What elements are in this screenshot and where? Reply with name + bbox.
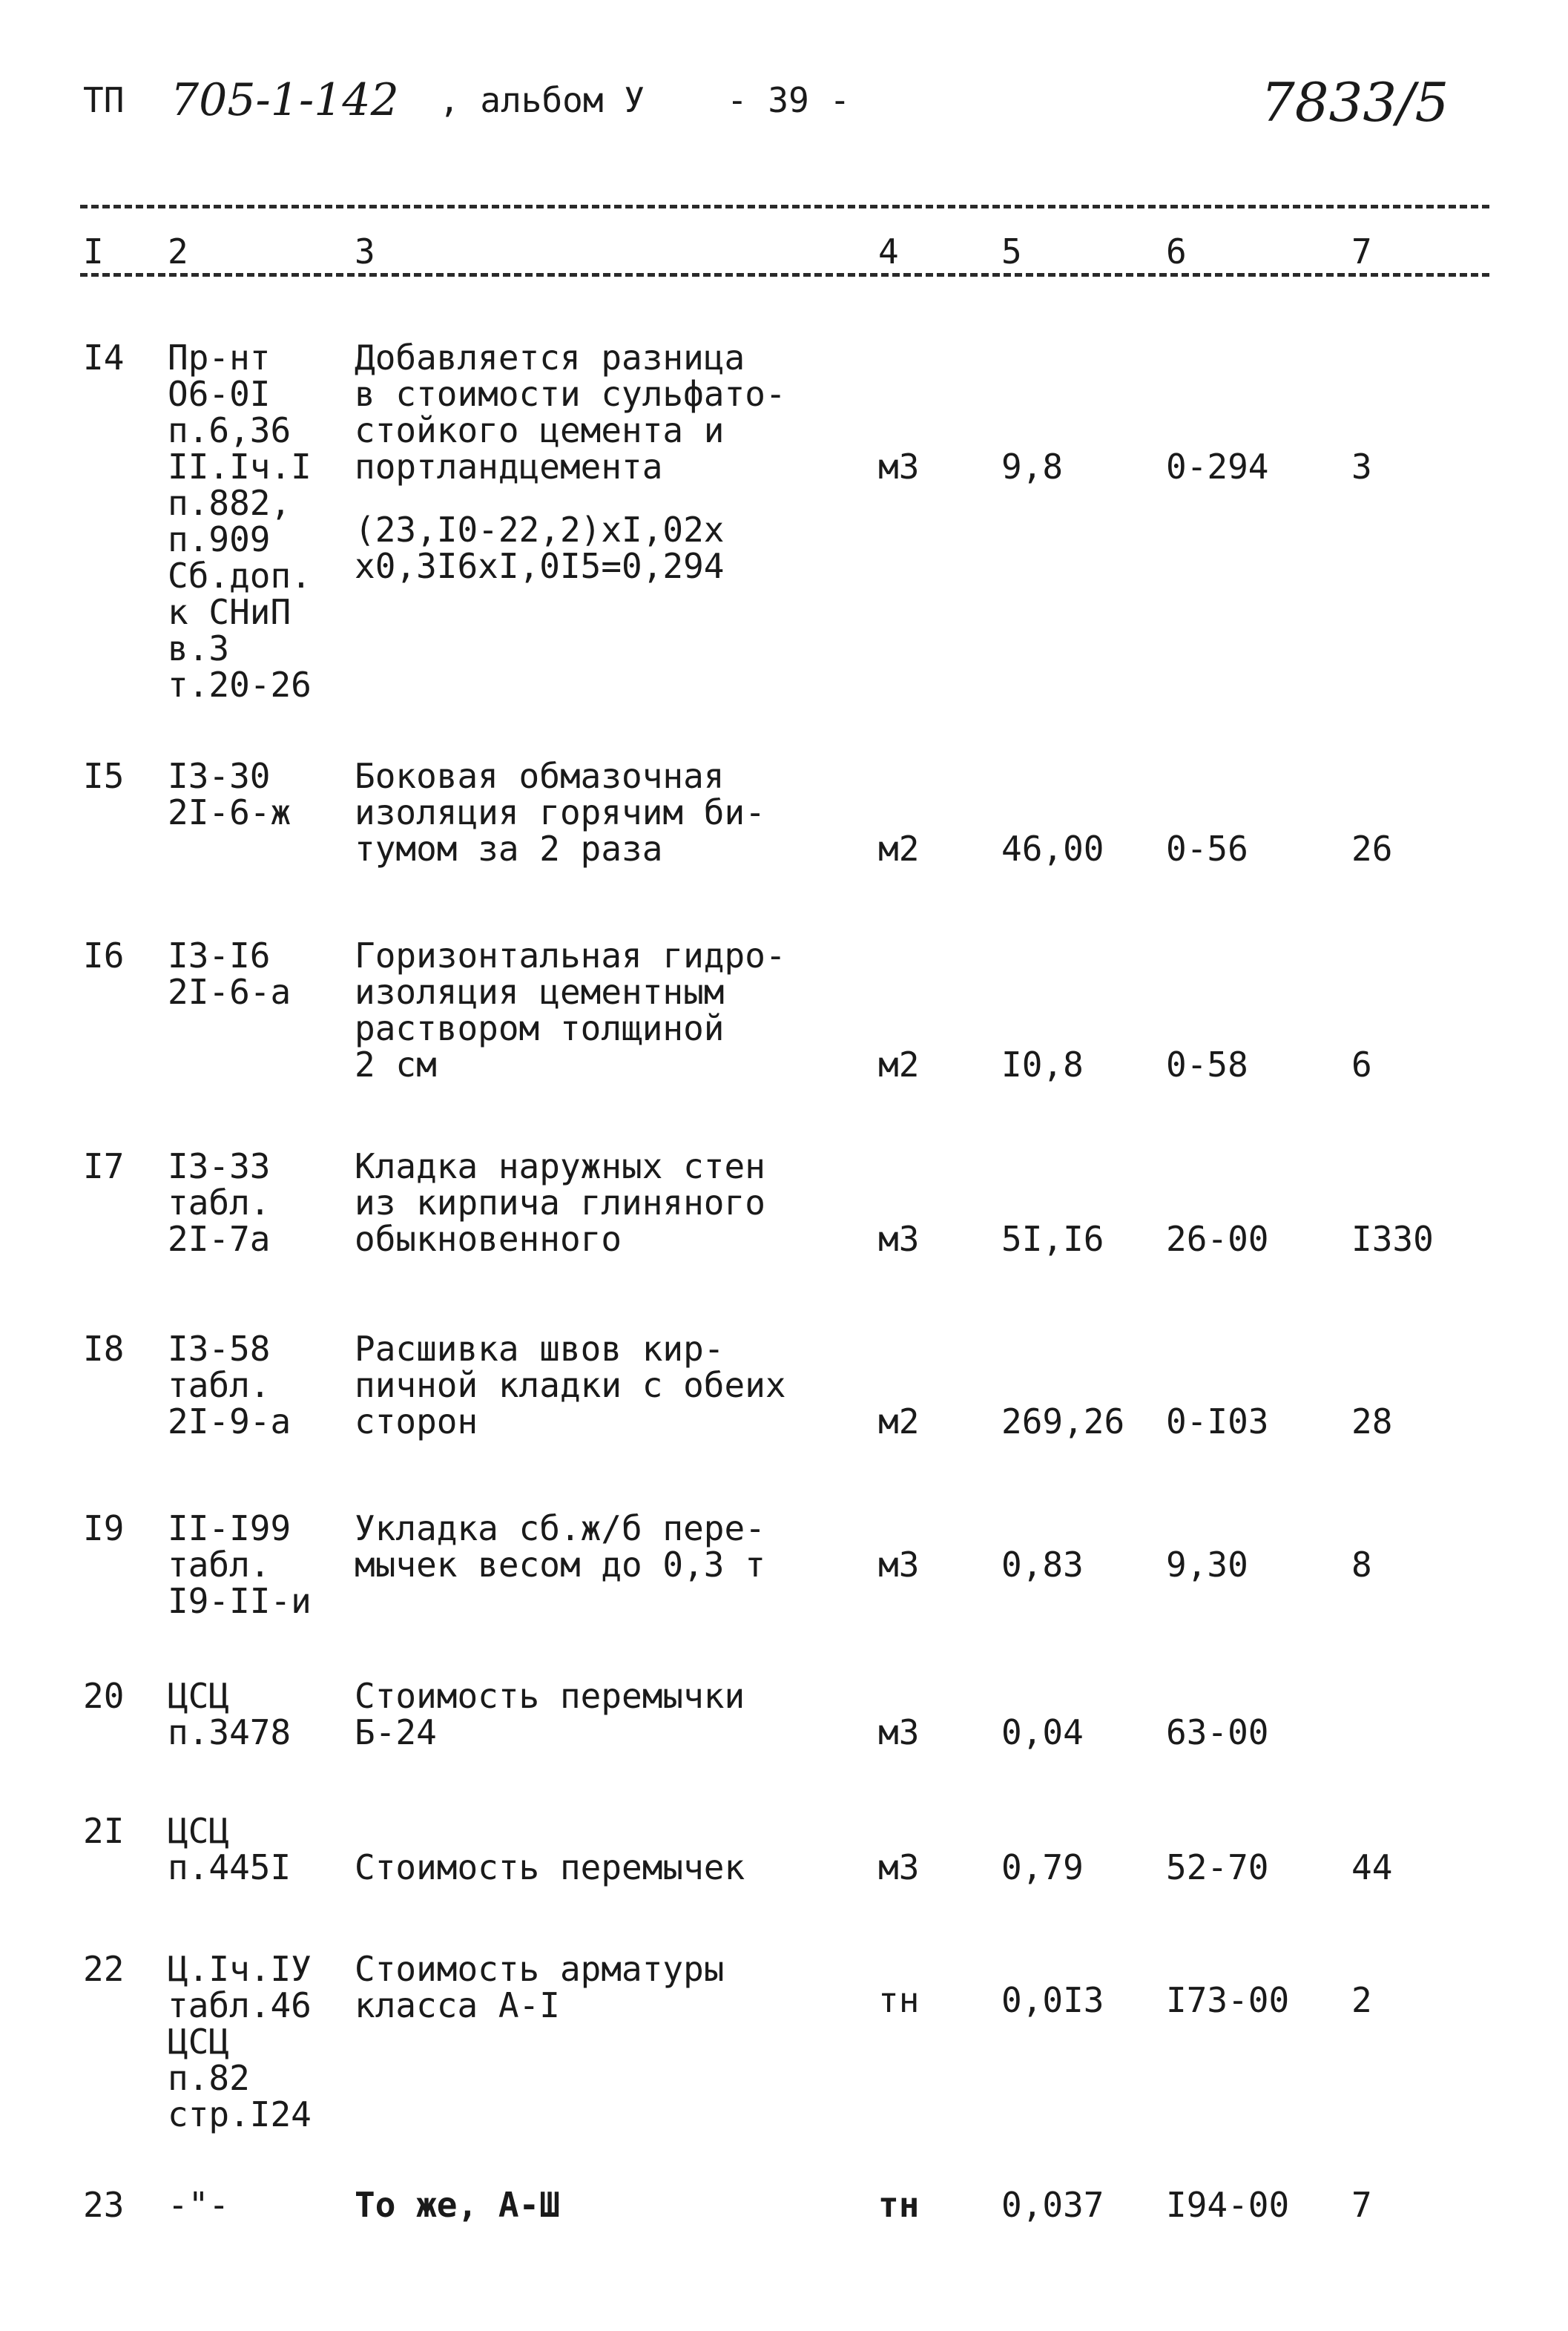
project-number: 705-1-142 [171,74,399,126]
row-quantity: 0,0I3 [1001,1980,1104,2020]
row-quantity: 0,037 [1001,2185,1104,2225]
row-quantity: 0,04 [1001,1712,1084,1752]
row-number: I7 [83,1146,125,1186]
col-header-1: I [83,231,104,272]
row-unit: м3 [878,1219,920,1259]
col-header-6: 6 [1166,231,1187,272]
row-quantity: 5I,I6 [1001,1219,1104,1259]
row-description: Расшивка швов кир- пичной кладки с обеих сторон [355,1329,786,1441]
header-rule-bottom [80,273,1489,277]
row-unit: м3 [878,1545,920,1585]
row-reference: I3-I6 2I-6-а [168,936,291,1012]
row-reference: Ц.Iч.IУ табл.46 ЦСЦ п.82 стр.I24 [168,1949,312,2134]
row-total: I330 [1351,1219,1434,1259]
row-number: I8 [83,1329,125,1369]
row-unit: м3 [878,447,920,487]
row-description: Стоимость перемычек [355,1847,745,1887]
row-description: То же, А-Ш [355,2185,560,2225]
row-price: I94-00 [1166,2185,1290,2225]
row-price: 26-00 [1166,1219,1269,1259]
row-unit: м2 [878,1045,920,1085]
row-description: Боковая обмазочная изоляция горячим би- тумом за 2 раза [355,756,765,869]
row-reference: -"- [168,2185,230,2225]
row-description: Стоимость перемычки Б-24 [355,1676,745,1752]
row-number: I5 [83,756,125,796]
row-quantity: 0,79 [1001,1847,1084,1887]
row-number: I9 [83,1508,125,1548]
row-reference: Пр-нт О6-0I п.6,36 II.Iч.I п.882, п.909 Сб.доп. к СНиП в.3 т.20-26 [168,338,312,705]
row-number: 23 [83,2185,125,2225]
row-total: 7 [1351,2185,1372,2225]
row-unit: м3 [878,1847,920,1887]
row-unit: м2 [878,829,920,869]
row-quantity: 269,26 [1001,1401,1125,1441]
row-formula: (23,I0-22,2)хI,02х х0,3I6хI,0I5=0,294 [355,510,725,586]
row-description: Горизонтальная гидро- изоляция цементным раствором толщиной 2 см [355,936,786,1085]
col-header-4: 4 [878,231,899,272]
col-header-3: 3 [355,231,375,272]
row-number: I4 [83,338,125,378]
header-prefix: ТП [83,80,125,120]
col-header-7: 7 [1351,231,1372,272]
row-description: Добавляется разница в стоимости сульфато- стойкого цемента и портландцемента [355,338,786,487]
row-price: 0-58 [1166,1045,1248,1085]
row-unit: тн [878,2185,920,2225]
row-reference: ЦСЦ п.3478 [168,1676,291,1752]
row-total: 28 [1351,1401,1393,1441]
row-price: 52-70 [1166,1847,1269,1887]
row-unit: тн [878,1980,920,2020]
row-price: 0-294 [1166,447,1269,487]
row-total: 44 [1351,1847,1393,1887]
page-number: - 39 - [727,80,851,120]
row-total: 2 [1351,1980,1372,2020]
row-quantity: I0,8 [1001,1045,1084,1085]
row-quantity: 0,83 [1001,1545,1084,1585]
row-total: 8 [1351,1545,1372,1585]
col-header-5: 5 [1001,231,1022,272]
row-total: 6 [1351,1045,1372,1085]
row-number: I6 [83,936,125,976]
row-reference: I3-30 2I-6-ж [168,756,291,832]
row-price: 0-I03 [1166,1401,1269,1441]
row-total: 26 [1351,829,1393,869]
col-header-2: 2 [168,231,188,272]
album-label: , альбом У [439,80,645,120]
row-description: Укладка сб.ж/б пере- мычек весом до 0,3 т [355,1508,765,1585]
row-unit: м3 [878,1712,920,1752]
row-price: 0-56 [1166,829,1248,869]
row-description: Кладка наружных стен из кирпича глиняного обыкновенного [355,1146,765,1259]
row-reference: ЦСЦ п.445I [168,1811,291,1887]
row-description: Стоимость арматуры класса А-I [355,1949,725,2025]
row-quantity: 46,00 [1001,829,1104,869]
row-price: 9,30 [1166,1545,1248,1585]
document-number: 7833/5 [1261,71,1449,134]
row-number: 2I [83,1811,125,1851]
row-total: 3 [1351,447,1372,487]
row-number: 22 [83,1949,125,1989]
row-reference: I3-58 табл. 2I-9-а [168,1329,291,1441]
header-rule-top [80,205,1489,208]
row-number: 20 [83,1676,125,1716]
row-quantity: 9,8 [1001,447,1064,487]
row-unit: м2 [878,1401,920,1441]
row-reference: I3-33 табл. 2I-7а [168,1146,271,1259]
row-reference: II-I99 табл. I9-II-и [168,1508,312,1621]
row-price: 63-00 [1166,1712,1269,1752]
row-price: I73-00 [1166,1980,1290,2020]
